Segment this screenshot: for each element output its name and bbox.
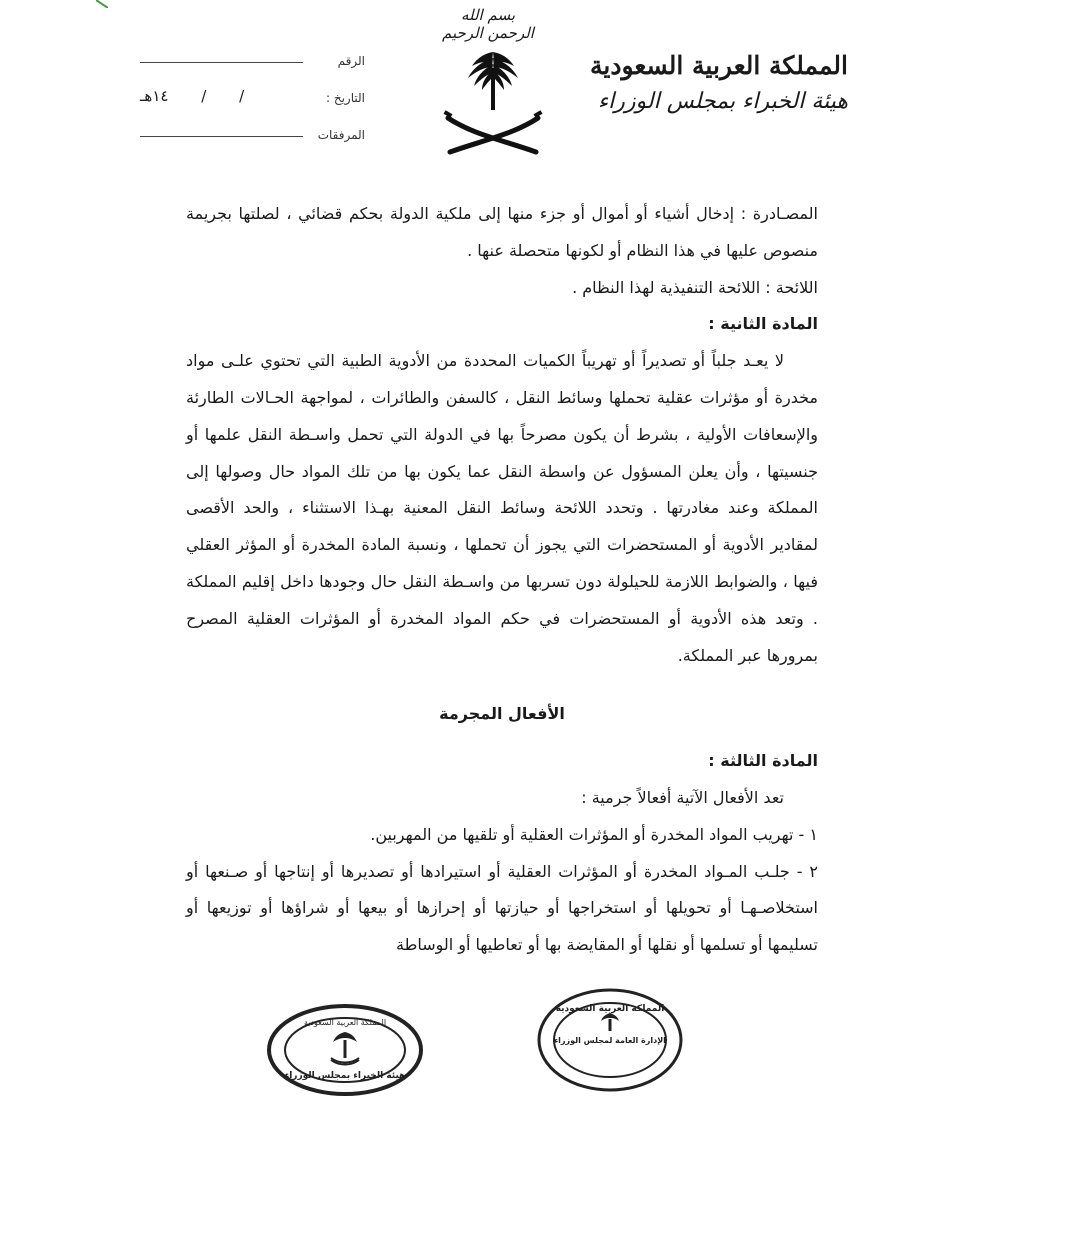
ref-line [140,62,303,63]
article-3-heading: المادة الثالثة : [708,751,818,771]
saudi-emblem-icon [442,48,544,160]
article-2-text: لا يعـد جلباً أو تصديراً أو تهريباً الكميات المحددة من الأدوية الطبية التي تحتوي علـى مواد مخدرة أو مؤثرات عقلية تحملها وسائط النقل ، كالسفن والطائرات ، لمواجهة الحـالات الطارئة والإسعافات الأولية ، بشرط أن يكون مصرحاً بها في الدولة التي تحمل واسـطة النقل علمها أو جنسيتها ، وأن يعلن المسؤول عن واسطة النقل عما يكون بها من تلك المواد حال وصولها إلى المملكة وعند مغادرتها . وتحدد اللائحة وسائط النقل المعنية بهـذا الاستثناء ، والحد الأقصى لمقادير الأدوية أو المستحضرات التي يجوز أن تحملها ، ونسبة المادة المخدرة أو المؤثر العقلي فيها ، والضوابط اللازمة للحيلولة دون تسربها من واسـطة النقل حال وجودها داخل إقليم المملكة . وتعد هذه الأدوية أو المستحضرات في حكم المواد المخدرة أو المؤثرات العقلية المصرح بمرورها عبر المملكة. [186,351,818,665]
date-year: ١٤هـ [140,87,169,105]
date-slash-1: / [239,87,245,105]
date-slash-2: / [201,87,207,105]
org-line-2: هيئة الخبراء بمجلس الوزراء [597,89,848,114]
article-3-intro: تعد الأفعال الآتية أفعالاً جرمية : [581,787,784,807]
definition-confiscation: المصـادرة : إدخال أشياء أو أموال أو جزء منها إلى ملكية الدولة بحكم قضائي ، لصلتها بجريمة منصوص عليها في هذا النظام أو لكونها متحصلة عنها . [186,204,818,260]
definition-regulation: اللائحة : اللائحة التنفيذية لهذا النظام . [572,277,818,297]
article-3-item-2: ٢ - جلـب المـواد المخدرة أو المؤثرات العقلية أو استيرادها أو تصديرها أو إنتاجها أو صـنعها أو استخلاصـهـا أو تحويلها أو استخراجها أو حيازتها أو إحرازها أو بيعها أو شراؤها أو توزيعها أو تسليمها أو تسلمها أو نقلها أو المقايضة بها أو تعاطيها أو الوساطة [186,861,818,955]
article-3-item-1: ١ - تهريب المواد المخدرة أو المؤثرات العقلية أو تلقيها من المهربين. [370,824,818,844]
ref-row [140,50,365,87]
attachments-line [140,136,303,137]
letterhead-org [588,48,848,120]
stamp-left-top-text: المملكة العربية السعودية [303,1018,387,1027]
attachments-row [140,124,365,161]
date-row [140,87,365,124]
basmala: بسم الله الرحمن الرحيم [442,6,534,42]
stamp-right-bottom-text: الإدارة العامة لمجلس الوزراء [554,1036,666,1045]
corner-mark-icon [96,0,108,8]
date-label: التاريخ : [325,91,365,105]
letter-meta [140,50,365,161]
stamp-left-bottom-text: هيئة الخبراء بمجلس الوزراء [284,1071,406,1081]
stamp-right-top-text: المملكة العربية السعودية [555,1004,665,1014]
date-value [140,87,307,105]
official-stamp-left [265,1000,425,1100]
ref-label: الرقم [337,54,365,68]
attachments-label: المرفقات [317,128,365,142]
article-2-heading: المادة الثانية : [708,314,818,334]
official-stamp-right [535,985,685,1095]
section-title: الأفعال المجرمة [439,704,565,724]
org-line-1: المملكة العربية السعودية [589,51,848,80]
document-body [186,196,818,964]
